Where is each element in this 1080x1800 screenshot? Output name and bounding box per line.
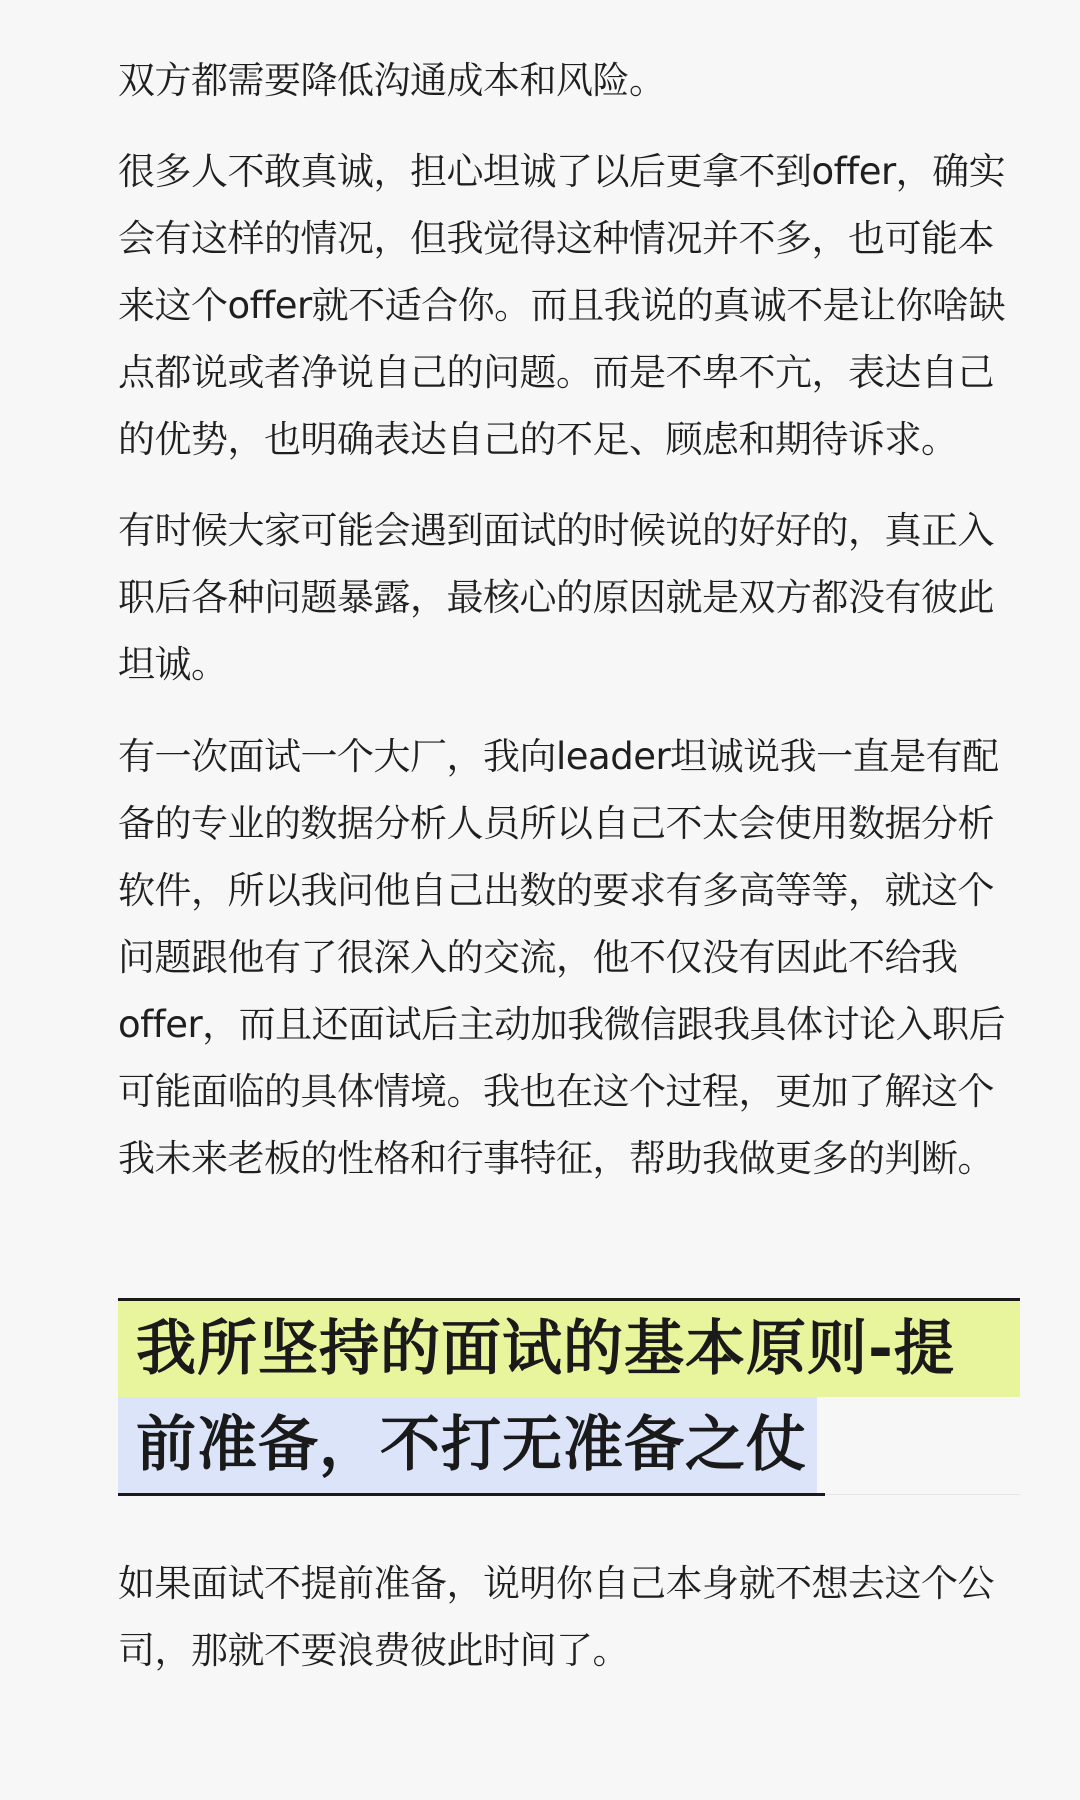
text-line: 坦诚。: [118, 643, 228, 686]
text-line: 会有这样的情况，但我觉得这种情况并不多，也可能本: [118, 217, 994, 260]
text-line: 有时候大家可能会遇到面试的时候说的好好的，真正入: [118, 509, 994, 552]
text-line: offer，而且还面试后主动加我微信跟我具体讨论入职后: [118, 1003, 1006, 1046]
text-line: 可能面临的具体情境。我也在这个过程，更加了解这个: [118, 1070, 994, 1113]
paragraph-sincerity: [118, 138, 1020, 473]
paragraph-intro: [118, 47, 1020, 114]
text-line: 我未来老板的性格和行事特征，帮助我做更多的判断。: [118, 1137, 994, 1180]
text-line: 司，那就不要浪费彼此时间了。: [118, 1629, 629, 1672]
text-line: 双方都需要降低沟通成本和风险。: [118, 59, 666, 102]
heading-line-2-text: 前准备，不打无准备之仗: [136, 1410, 807, 1480]
text-line: 软件，所以我问他自己出数的要求有多高等等，就这个: [118, 869, 994, 912]
text-line: 备的专业的数据分析人员所以自己不太会使用数据分析: [118, 802, 994, 845]
heading-line-1-text: 我所坚持的面试的基本原则-提: [136, 1314, 955, 1384]
heading-line-2: [118, 1397, 817, 1493]
paragraph-example: [118, 723, 1020, 1192]
text-line: 问题跟他有了很深入的交流，他不仅没有因此不给我: [118, 936, 958, 979]
heading-bottom-rule: [118, 1493, 825, 1496]
heading-bottom-divider: [825, 1494, 1020, 1495]
text-line: 很多人不敢真诚，担心坦诚了以后更拿不到offer，确实: [118, 150, 1006, 193]
paragraph-problems: [118, 497, 1020, 698]
paragraph-closing: [118, 1550, 1020, 1684]
text-line: 有一次面试一个大厂，我向leader坦诚说我一直是有配: [118, 735, 999, 778]
text-line: 如果面试不提前准备，说明你自己本身就不想去这个公: [118, 1562, 994, 1605]
text-line: 点都说或者净说自己的问题。而是不卑不亢，表达自己: [118, 351, 994, 394]
section-heading: [118, 1298, 1020, 1496]
text-line: 职后各种问题暴露，最核心的原因就是双方都没有彼此: [118, 576, 994, 619]
text-line: 来这个offer就不适合你。而且我说的真诚不是让你啥缺: [118, 284, 1006, 327]
text-line: 的优势，也明确表达自己的不足、顾虑和期待诉求。: [118, 418, 958, 461]
heading-line-1: [118, 1301, 1020, 1397]
